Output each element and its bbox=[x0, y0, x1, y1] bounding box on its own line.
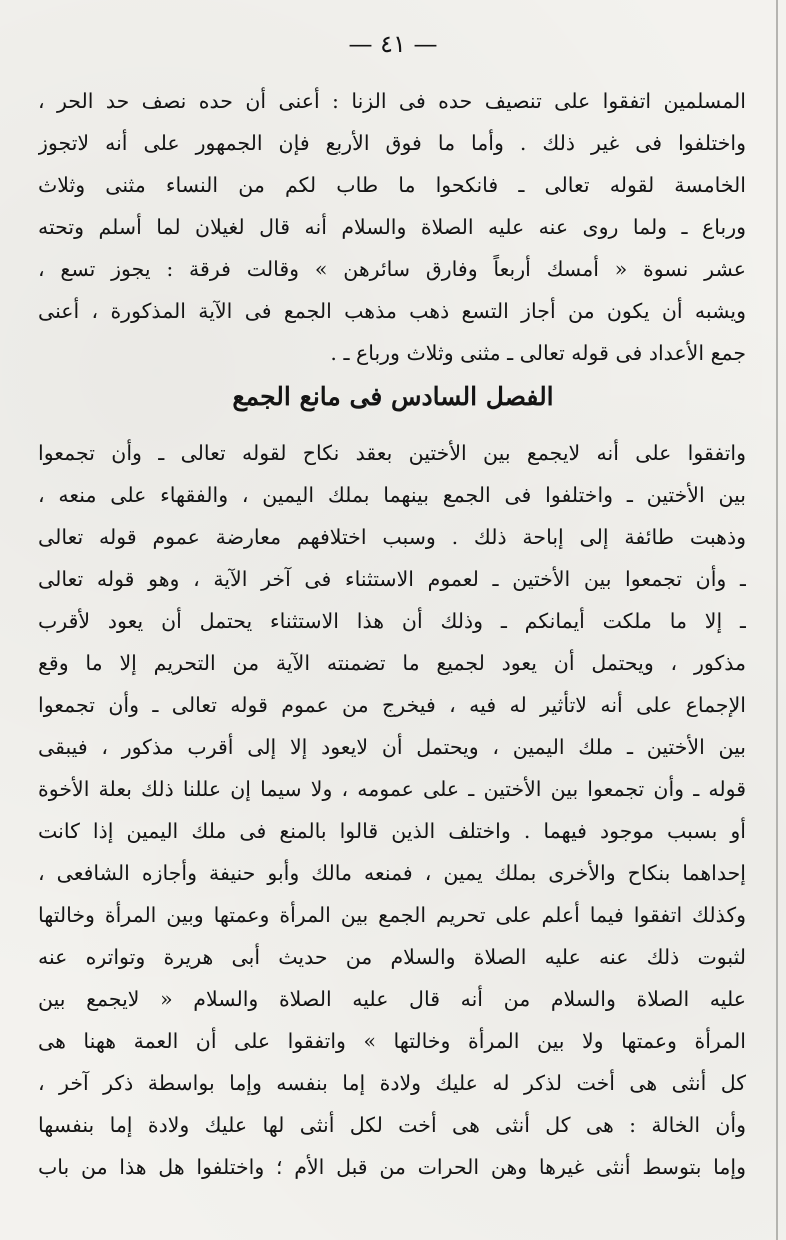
text-line: الإجماع على أنه لاتأثير له فيه ، فيخرج من عموم قوله تعالى ـ وأن تجمعوا bbox=[38, 693, 746, 717]
text-line: وكذلك اتفقوا فيما أعلم على تحريم الجمع بين المرأة وعمتها وبين المرأة وخالتها bbox=[38, 903, 746, 927]
section-heading: الفصل السادس فى مانع الجمع bbox=[232, 382, 554, 411]
text-line: المرأة وعمتها ولا بين المرأة وخالتها » واتفقوا على أن العمة ههنا هى bbox=[38, 1029, 746, 1053]
text-line: الخامسة لقوله تعالى ـ فانكحوا ما طاب لكم من النساء مثنى وثلاث bbox=[38, 173, 746, 197]
paragraph-1 bbox=[38, 80, 746, 374]
text-line: لثبوت ذلك عنه عليه الصلاة والسلام من حديث أبى هريرة وتواتره عنه bbox=[38, 945, 746, 969]
text-line: جمع الأعداد فى قوله تعالى ـ مثنى وثلاث ورباع ـ . bbox=[330, 341, 746, 365]
paragraph-2 bbox=[38, 432, 746, 1188]
text-line: إحداهما بنكاح والأخرى بملك يمين ، فمنعه مالك وأبو حنيفة وأجازه الشافعى ، bbox=[38, 861, 746, 885]
text-line: ويشبه أن يكون من أجاز التسع ذهب مذهب الجمع فى الآية المذكورة ، أعنى bbox=[38, 299, 746, 323]
text-line: بين الأختين ـ ملك اليمين ، ويحتمل أن لايعود إلا إلى أقرب مذكور ، فيبقى bbox=[38, 735, 746, 759]
page-number: — ٤١ — bbox=[348, 30, 438, 58]
text-line: المسلمين اتفقوا على تنصيف حده فى الزنا : أعنى أن حده نصف حد الحر ، bbox=[38, 89, 746, 113]
text-line: قوله ـ وأن تجمعوا بين الأختين ـ على عمومه ، ولا سيما إن عللنا ذلك بعلة الأخوة bbox=[38, 777, 746, 801]
text-line: وذهبت طائفة إلى إباحة ذلك . وسبب اختلافهم معارضة عموم قوله تعالى bbox=[38, 525, 746, 549]
text-line: كل أنثى هى أخت لذكر له عليك ولادة إما بنفسه وإما بواسطة ذكر آخر ، bbox=[38, 1071, 746, 1095]
page-edge-rule bbox=[776, 0, 778, 1240]
text-line: واختلفوا فى غير ذلك . وأما ما فوق الأربع فإن الجمهور على أنه لاتجوز bbox=[38, 131, 746, 155]
text-line: بين الأختين ـ واختلفوا فى الجمع بينهما بملك اليمين ، والفقهاء على منعه ، bbox=[38, 483, 746, 507]
text-line: عشر نسوة « أمسك أربعاً وفارق سائرهن » وقالت فرقة : يجوز تسع ، bbox=[38, 257, 746, 281]
text-line: ـ إلا ما ملكت أيمانكم ـ وذلك أن هذا الاستثناء يحتمل أن يعود لأقرب bbox=[38, 609, 746, 633]
text-line: أو بسبب موجود فيهما . واختلف الذين قالوا بالمنع فى ملك اليمين إذا كانت bbox=[38, 819, 746, 843]
text-line: واتفقوا على أنه لايجمع بين الأختين بعقد نكاح لقوله تعالى ـ وأن تجمعوا bbox=[38, 441, 746, 465]
text-line: ورباع ـ ولما روى عنه عليه الصلاة والسلام أنه قال لغيلان لما أسلم وتحته bbox=[38, 215, 746, 239]
text-line: مذكور ، ويحتمل أن يعود لجميع ما تضمنته الآية من التحريم إلا ما وقع bbox=[38, 651, 746, 675]
text-line: ـ وأن تجمعوا بين الأختين ـ لعموم الاستثناء فى آخر الآية ، وهو قوله تعالى bbox=[38, 567, 746, 591]
text-line: وأن الخالة : هى كل أنثى هى أخت لكل أنثى لها عليك ولادة إما بنفسها bbox=[38, 1113, 746, 1137]
text-line: وإما بتوسط أنثى غيرها وهن الحرات من قبل الأم ؛ واختلفوا هل هذا من باب bbox=[38, 1155, 746, 1179]
text-line: عليه الصلاة والسلام من أنه قال عليه الصلاة والسلام « لايجمع بين bbox=[38, 987, 746, 1011]
